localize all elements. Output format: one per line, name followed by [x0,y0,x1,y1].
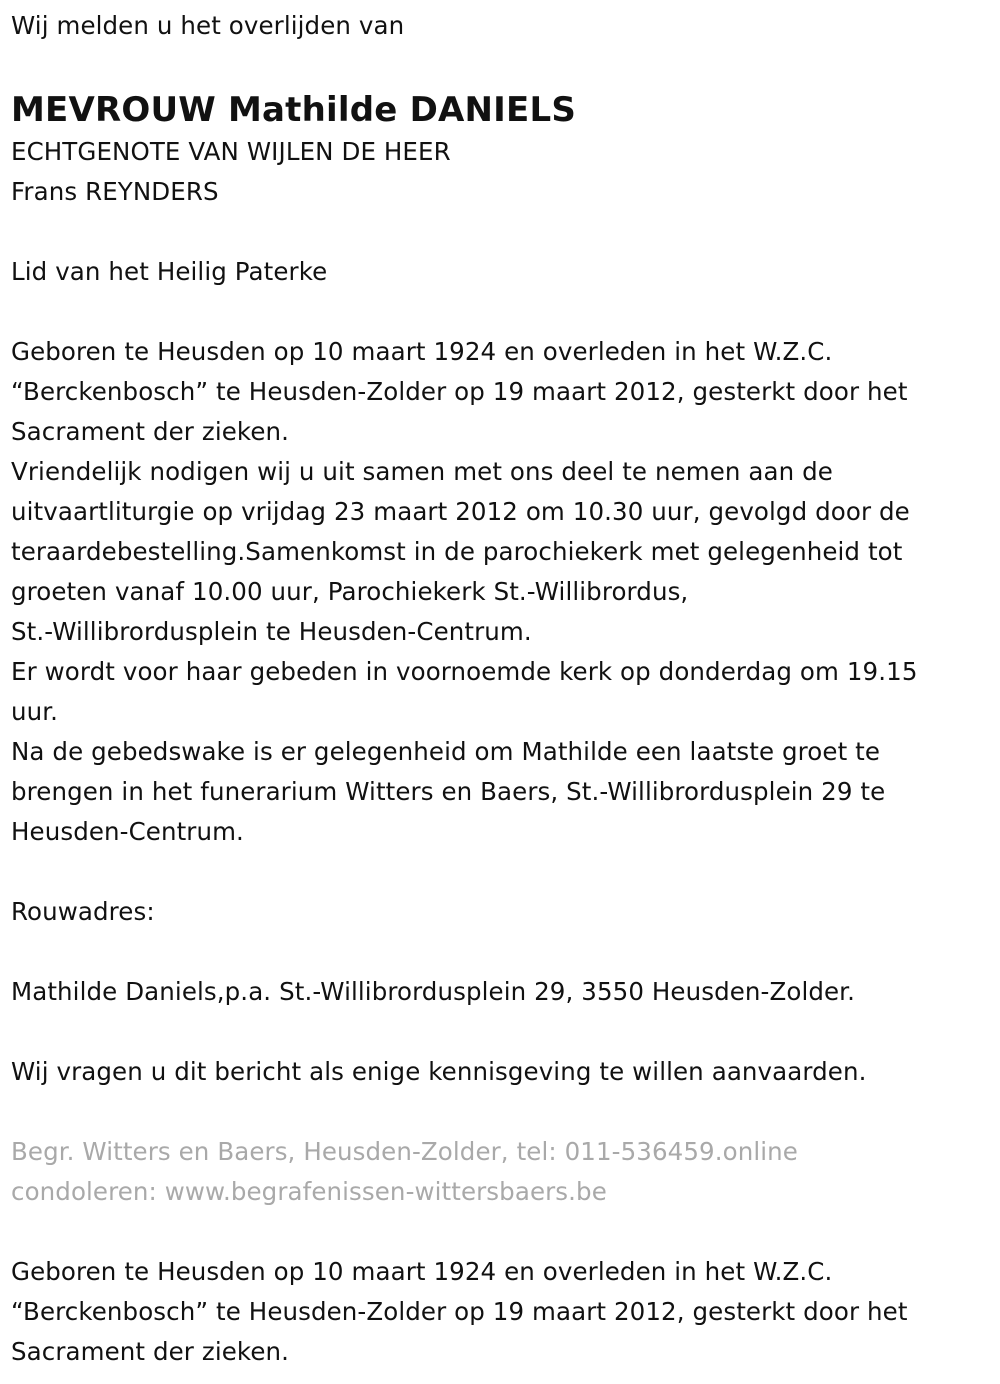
obituary-notice [11,6,996,1372]
body-line: uitvaartliturgie op vrijdag 23 maart 2012 om 10.30 uur, gevolgd door de [11,497,910,526]
spacer [11,1212,996,1252]
body-line: Na de gebedswake is er gelegenheid om Mathilde een laatste groet te [11,737,881,766]
deceased-name: MEVROUW Mathilde DANIELS [11,90,577,130]
spouse-name: Frans REYNDERS [11,177,219,206]
spacer [11,212,996,252]
body-text [11,332,996,852]
repeat-line: Sacrament der zieken. [11,1337,290,1366]
undertaker-line: condoleren: www.begrafenissen-wittersbaers.be [11,1177,607,1206]
membership-text: Lid van het Heilig Paterke [11,257,328,286]
notice-request: Wij vragen u dit bericht als enige kennisgeving te willen aanvaarden. [11,1057,867,1086]
body-line: groeten vanaf 10.00 uur, Parochiekerk St.-Willibrordus, [11,577,689,606]
intro-text: Wij melden u het overlijden van [11,11,405,40]
relation-text: ECHTGENOTE VAN WIJLEN DE HEER [11,137,451,166]
body-line: Sacrament der zieken. [11,417,290,446]
body-line: St.-Willibrordusplein te Heusden-Centrum. [11,617,532,646]
mourning-address: Mathilde Daniels,p.a. St.-Willibrordusplein 29, 3550 Heusden-Zolder. [11,977,855,1006]
spacer [11,46,996,86]
repeat-line: “Berckenbosch” te Heusden-Zolder op 19 maart 2012, gesterkt door het [11,1297,908,1326]
undertaker-info [11,1132,996,1212]
spacer [11,1092,996,1132]
spacer [11,932,996,972]
body-line: brengen in het funerarium Witters en Baers, St.-Willibrordusplein 29 te [11,777,886,806]
body-line: “Berckenbosch” te Heusden-Zolder op 19 maart 2012, gesterkt door het [11,377,908,406]
spacer [11,292,996,332]
body-line: Vriendelijk nodigen wij u uit samen met ons deel te nemen aan de [11,457,833,486]
spacer [11,1012,996,1052]
undertaker-line: Begr. Witters en Baers, Heusden-Zolder, tel: 011-536459.online [11,1137,798,1166]
body-line: Er wordt voor haar gebeden in voornoemde kerk op donderdag om 19.15 [11,657,918,686]
mourning-address-label: Rouwadres: [11,897,155,926]
repeat-line: Geboren te Heusden op 10 maart 1924 en overleden in het W.Z.C. [11,1257,833,1286]
body-line: teraardebestelling.Samenkomst in de parochiekerk met gelegenheid tot [11,537,903,566]
body-line: Geboren te Heusden op 10 maart 1924 en overleden in het W.Z.C. [11,337,833,366]
body-line: uur. [11,697,59,726]
repeat-text [11,1252,996,1372]
body-line: Heusden-Centrum. [11,817,244,846]
spacer [11,852,996,892]
